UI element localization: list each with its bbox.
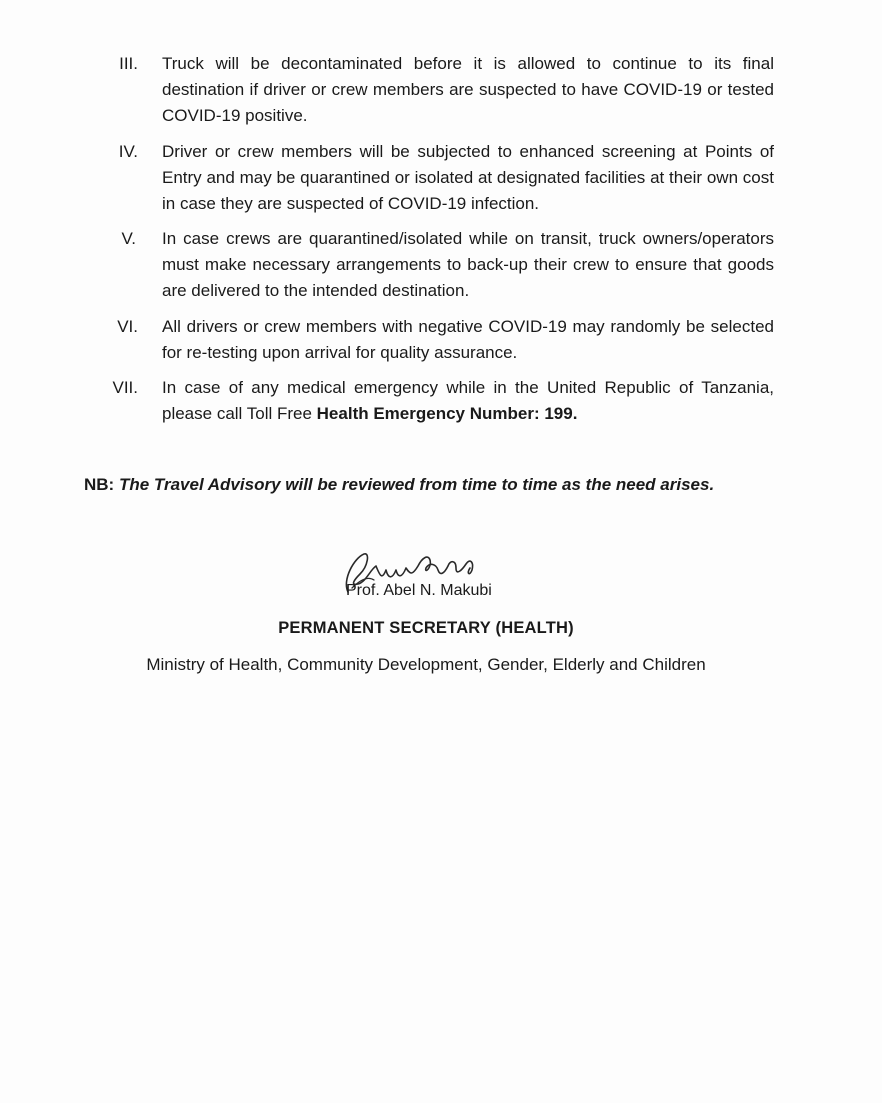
item-numeral: IV. xyxy=(118,142,138,161)
signatory-ministry: Ministry of Health, Community Development, Gender, Elderly and Children xyxy=(146,655,706,674)
item-text-regular: In case of any medical emergency while in the United Republic of Tanzania, please call Toll Free xyxy=(162,378,774,423)
item-text: All drivers or crew members with negative COVID-19 may randomly be selected for re-testing upon arrival for quality assurance. xyxy=(162,317,774,362)
item-numeral: VI. xyxy=(117,317,138,336)
item-numeral: III. xyxy=(119,54,138,73)
note-text: The Travel Advisory will be reviewed from time to time as the need arises. xyxy=(118,475,715,494)
item-text: In case crews are quarantined/isolated while on transit, truck owners/operators must make necessary arrangements to back-up their crew to ensure that goods are delivered to the intended destination. xyxy=(162,229,774,300)
emergency-number: Health Emergency Number: 199. xyxy=(316,404,578,423)
signatory-name: Prof. Abel N. Makubi xyxy=(346,582,492,599)
signatory-title: PERMANENT SECRETARY (HEALTH) xyxy=(278,619,574,637)
item-text: Truck will be decontaminated before it is allowed to continue to its final destination if driver or crew members are suspected to have COVID-19 or tested COVID-19 positive. xyxy=(162,54,774,125)
note xyxy=(84,472,804,498)
item-numeral: VII. xyxy=(112,378,138,397)
note-label: NB: xyxy=(84,475,115,494)
item-text: Driver or crew members will be subjected to enhanced screening at Points of Entry and may be quarantined or isolated at designated facilities at their own cost in case they are suspected of COVID-19 infection. xyxy=(162,142,774,213)
item-numeral: V. xyxy=(121,229,136,248)
item-text xyxy=(162,375,774,427)
